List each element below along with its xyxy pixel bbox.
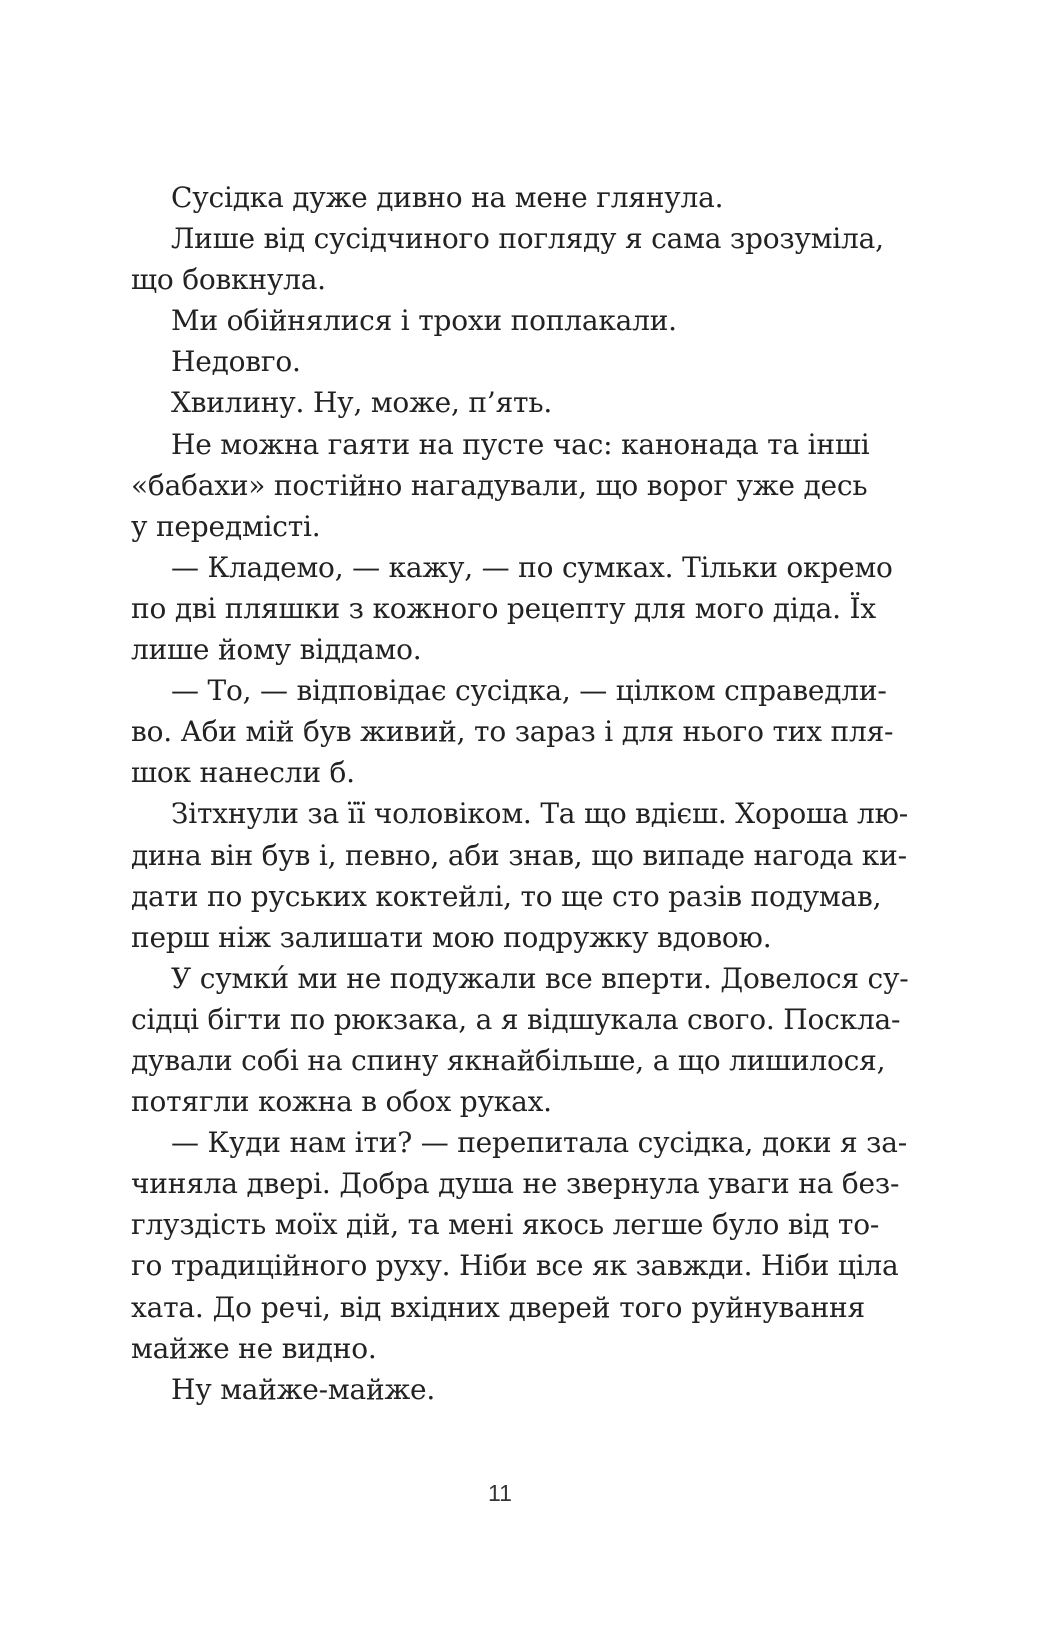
text-line: во. Аби мій був живий, то зараз і для нього тих пля- (131, 715, 894, 749)
text-line: майже не видно. (131, 1331, 377, 1365)
text-line: — Куди нам іти? — перепитала сусідка, доки я за- (171, 1126, 907, 1160)
text-line: шок нанесли б. (131, 756, 355, 790)
text-line: Лише від сусідчиного погляду я сама зрозуміла, (171, 222, 884, 256)
text-line: «бабахи» постійно нагадували, що ворог уже десь (131, 468, 868, 502)
text-line: чиняла двері. Добра душа не звернула уваги на без- (131, 1167, 900, 1201)
page-number: 11 (488, 1480, 512, 1506)
text-line: дати по руських коктейлі, то ще сто разів подумав, (131, 879, 882, 913)
text-line: го традиційного руху. Ніби все як завжди. Ніби ціла (131, 1249, 899, 1283)
text-line: сідці бігти по рюкзака, а я відшукала свого. Поскла- (131, 1002, 901, 1036)
text-line: — Кладемо, — кажу, — по сумках. Тільки окремо (171, 550, 893, 584)
text-line: дина він був і, певно, аби знав, що випаде нагода ки- (131, 838, 907, 872)
text-line: у передмісті. (131, 509, 321, 543)
text-line: дували собі на спину якнайбільше, а що лишилося, (131, 1043, 886, 1077)
text-line: Зітхнули за її чоловіком. Та що вдієш. Хороша лю- (171, 797, 909, 831)
text-line: хата. До речі, від вхідних дверей того руйнування (131, 1290, 865, 1324)
text-line: Хвилину. Ну, може, п’ять. (171, 386, 553, 420)
text-line: — То, — відповідає сусідка, — цілком справедли- (171, 674, 887, 708)
body-text (131, 177, 909, 1410)
text-line: Недовго. (171, 345, 301, 379)
text-line: що бовкнула. (131, 263, 326, 297)
text-line: Не можна гаяти на пусте час: канонада та інші (171, 427, 870, 461)
text-line: Ми обійнялися і трохи поплакали. (171, 304, 677, 338)
text-line: глуздість моїх дій, та мені якось легше було від то- (131, 1208, 880, 1242)
text-line: потягли кожна в обох руках. (131, 1085, 552, 1119)
text-line: Сусідка дуже дивно на мене глянула. (171, 181, 724, 214)
text-line: лише йому віддамо. (131, 633, 422, 667)
text-line: У сумки́ ми не подужали все вперти. Довелося су- (171, 961, 909, 995)
text-line: Ну майже-майже. (171, 1372, 436, 1406)
text-line: по дві пляшки з кожного рецепту для мого діда. Їх (131, 591, 876, 625)
text-line: перш ніж залишати мою подружку вдовою. (131, 920, 772, 954)
